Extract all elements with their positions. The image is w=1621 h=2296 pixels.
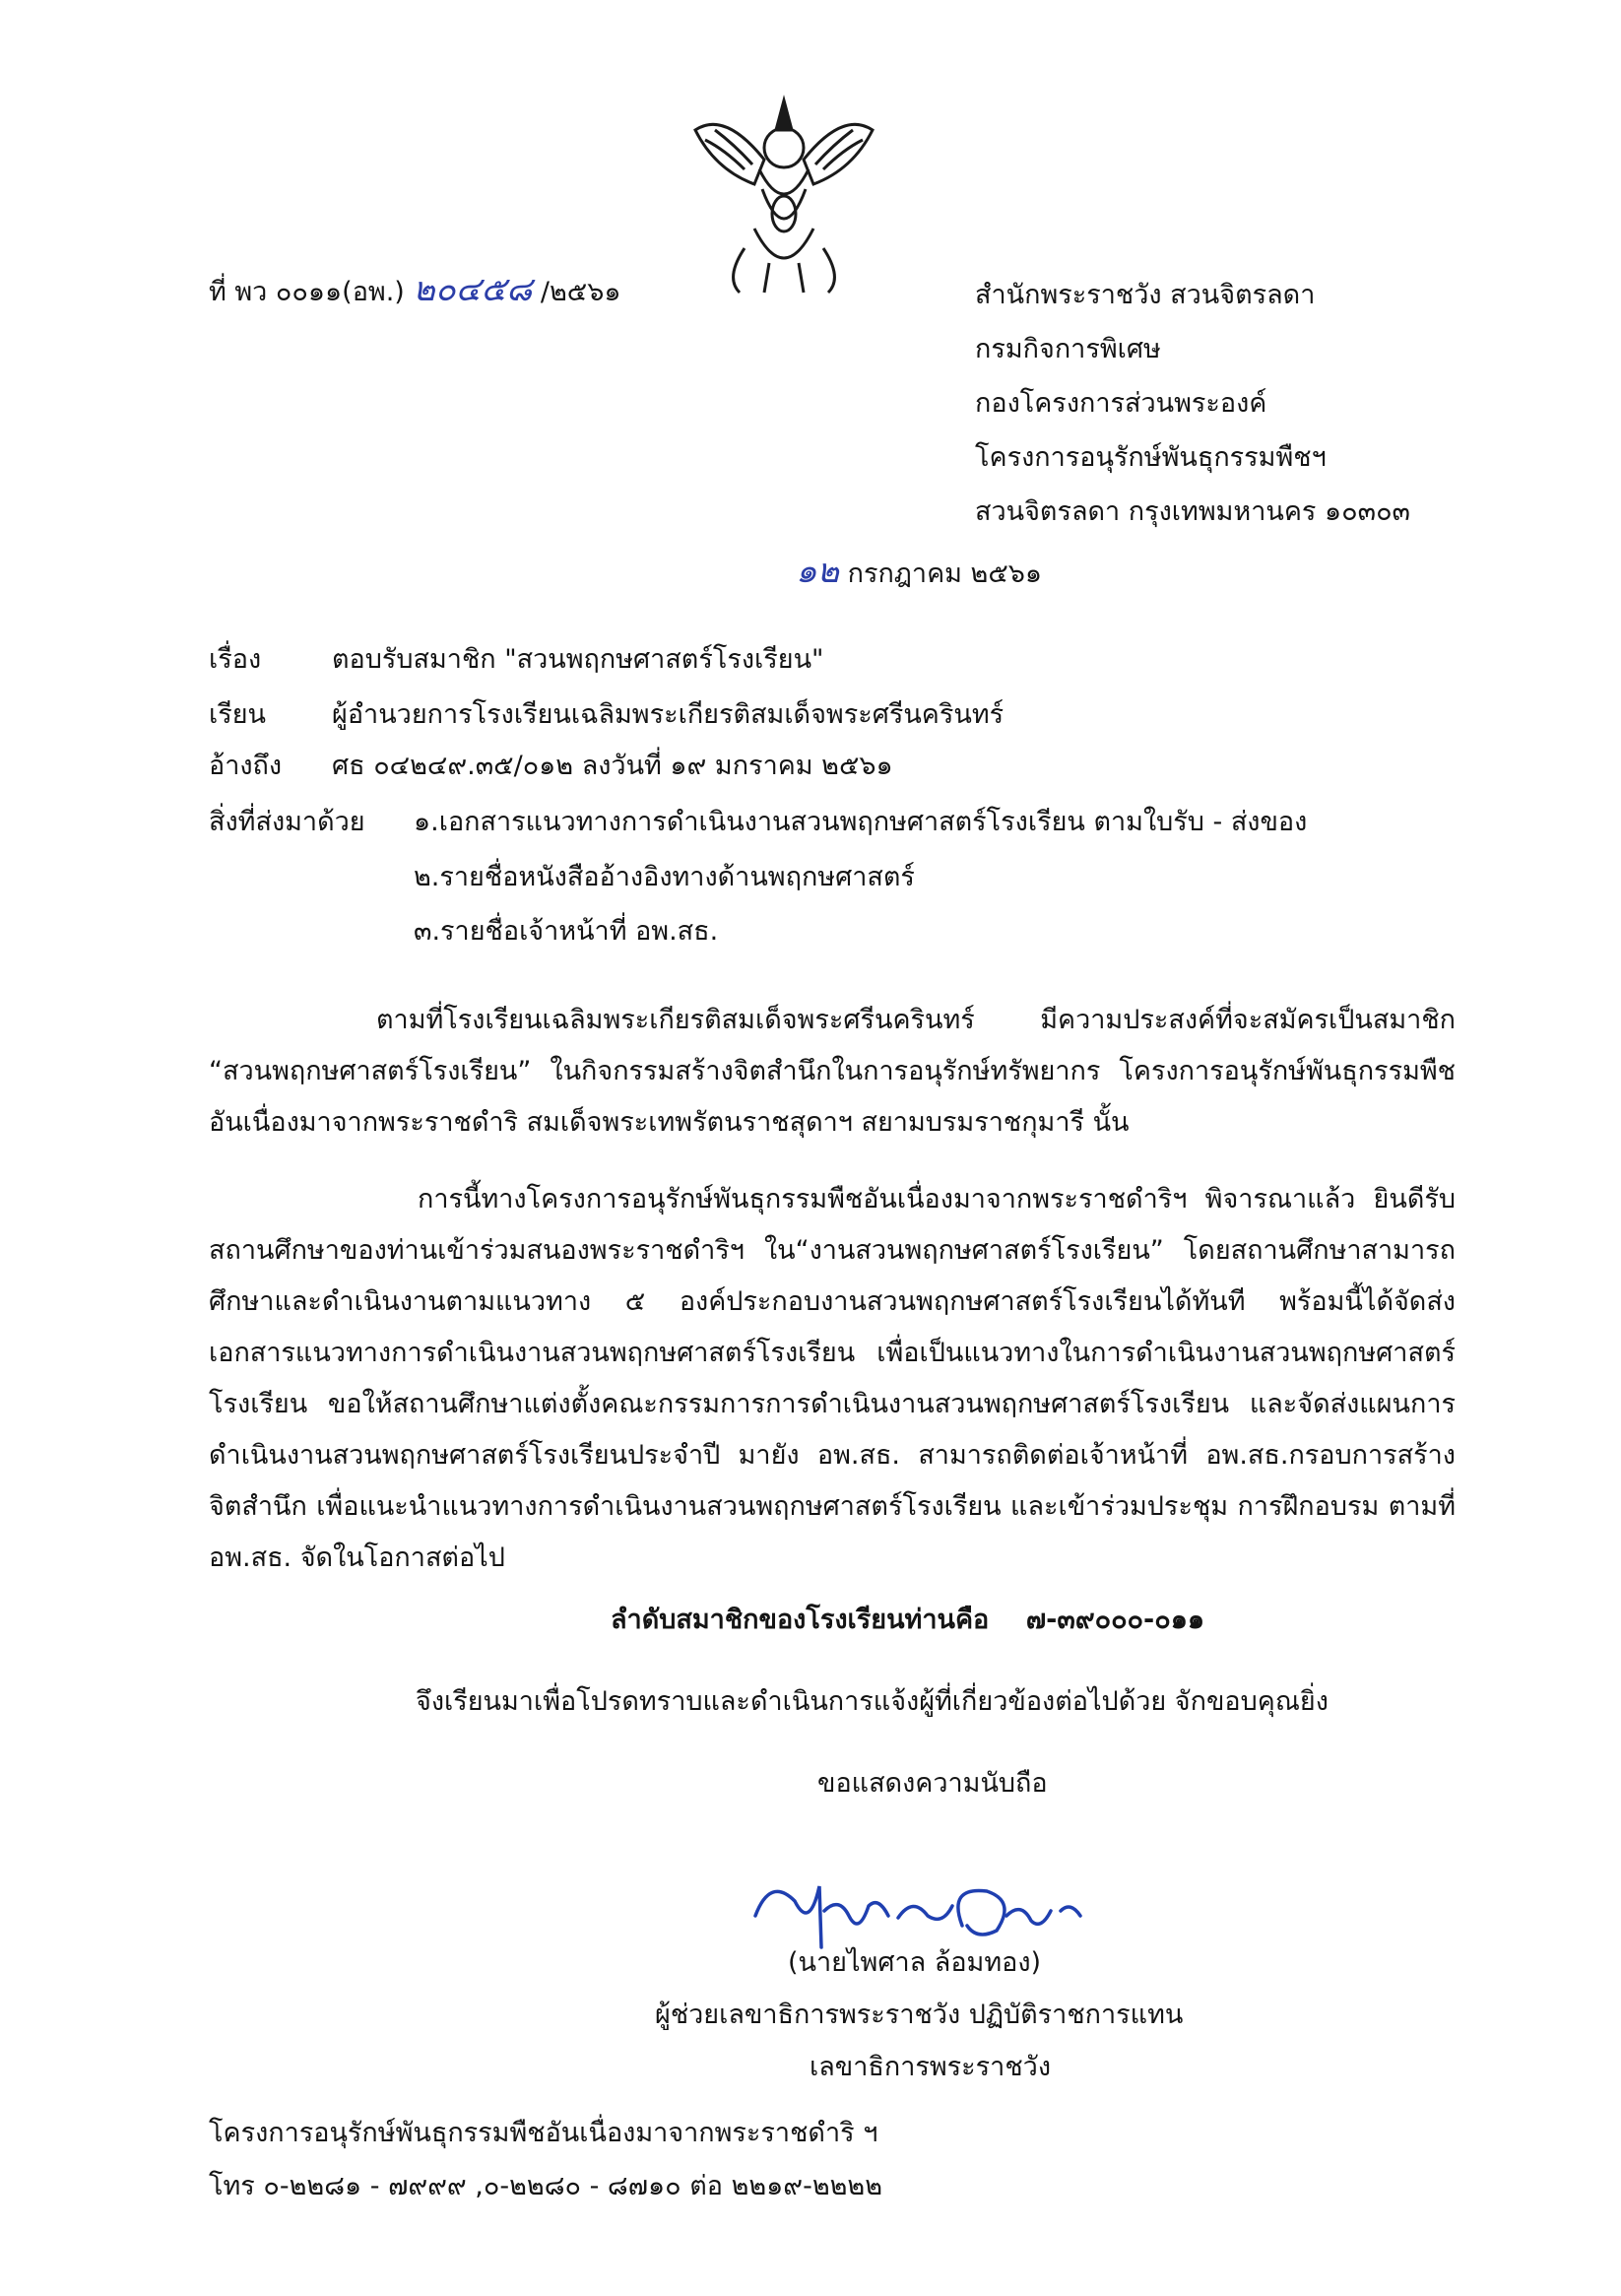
signatory-position: ผู้ช่วยเลขาธิการพระราชวัง ปฏิบัติราชการแทน bbox=[655, 2000, 1184, 2030]
footer-org: โครงการอนุรักษ์พันธุกรรมพืชอันเนื่องมาจากพระราชดำริ ฯ bbox=[209, 2118, 878, 2148]
reference-suffix: /๒๕๖๑ bbox=[540, 277, 621, 307]
date-text: กรกฎาคม ๒๕๖๑ bbox=[847, 558, 1043, 589]
body-paragraph: การนี้ทางโครงการอนุรักษ์พันธุกรรมพืชอันเนื่องมาจากพระราชดำริฯ พิจารณาแล้ว ยินดีรับสถานศึกษาของท่านเข้าร่วมสนองพระราชดำริฯ ใน“งานสวนพฤกษศาสตร์โรงเรียน” โดยสถานศึกษาสามารถศึกษาและดำเนินงานตามแนวทาง ๕ องค์ประกอบงานสวนพฤกษศาสตร์โรงเรียนได้ทันที พร้อมนี้ได้จัดส่งเอกสารแนวทางการดำเนินงานสวนพฤกษศาสตร์โรงเรียน เพื่อเป็นแนวทางในการดำเนินงานสวนพฤกษศาสตร์โรงเรียน ขอให้สถานศึกษาแต่งตั้งคณะกรรมการการดำเนินงานสวนพฤกษศาสตร์โรงเรียน และจัดส่งแผนการดำเนินงานสวนพฤกษศาสตร์โรงเรียนประจำปี มายัง อพ.สธ. สามารถติดต่อเจ้าหน้าที่ อพ.สธ.กรอบการสร้างจิตสำนึก เพื่อแนะนำแนวทางการดำเนินงานสวนพฤกษศาสตร์โรงเรียน และเข้าร่วมประชุม การฝึกอบรม ตามที่ อพ.สธ. จัดในโอกาสต่อไป bbox=[209, 1184, 1456, 1573]
sender-address bbox=[975, 268, 1410, 539]
enclosure-item: ๓.รายชื่อเจ้าหน้าที่ อพ.สธ. bbox=[414, 916, 719, 947]
reference-number-handwritten: ๒๐๔๕๘ bbox=[413, 270, 533, 309]
address-line: กองโครงการส่วนพระองค์ bbox=[975, 388, 1267, 419]
subject-label: เรื่อง bbox=[209, 644, 262, 675]
address-line: กรมกิจการพิเศษ bbox=[975, 334, 1161, 364]
document-reference bbox=[209, 268, 620, 313]
date-day-handwritten: ๑๒ bbox=[796, 552, 839, 591]
subject-value: ตอบรับสมาชิก "สวนพฤกษศาสตร์โรงเรียน" bbox=[332, 644, 824, 675]
reference-prefix: ที่ พว ๐๐๑๑(อพ.) bbox=[209, 277, 405, 307]
signatory-name: (นายไพศาล ล้อมทอง) bbox=[788, 1947, 1042, 1978]
regards: ขอแสดงความนับถือ bbox=[817, 1768, 1048, 1799]
to-value: ผู้อำนวยการโรงเรียนเฉลิมพระเกียรติสมเด็จพระศรีนครินทร์ bbox=[332, 699, 1005, 730]
enclosure-item: ๒.รายชื่อหนังสืออ้างอิงทางด้านพฤกษศาสตร์ bbox=[414, 862, 915, 892]
to-label: เรียน bbox=[209, 699, 267, 730]
address-line: สวนจิตรลดา กรุงเทพมหานคร ๑๐๓๐๓ bbox=[975, 496, 1411, 527]
document-date bbox=[796, 550, 1042, 595]
enclosures-label: สิ่งที่ส่งมาด้วย bbox=[209, 807, 365, 837]
address-line: สำนักพระราชวัง สวนจิตรลดา bbox=[975, 280, 1316, 310]
member-number-label: ลำดับสมาชิกของโรงเรียนท่านคือ bbox=[611, 1605, 990, 1635]
enclosure-item: ๑.เอกสารแนวทางการดำเนินงานสวนพฤกษศาสตร์โรงเรียน ตามใบรับ - ส่งของ bbox=[414, 807, 1308, 837]
member-number: ๗-๓๙๐๐๐-๐๑๑ bbox=[1025, 1605, 1205, 1635]
closing-sentence: จึงเรียนมาเพื่อโปรดทราบและดำเนินการแจ้งผู้ที่เกี่ยวข้องต่อไปด้วย จักขอบคุณยิ่ง bbox=[416, 1686, 1329, 1717]
address-line: โครงการอนุรักษ์พันธุกรรมพืชฯ bbox=[975, 442, 1327, 473]
member-number-line bbox=[611, 1603, 1204, 1638]
reference-value: ศธ ๐๔๒๔๙.๓๕/๐๑๒ ลงวันที่ ๑๙ มกราคม ๒๕๖๑ bbox=[332, 751, 893, 781]
signatory-position: เลขาธิการพระราชวัง bbox=[810, 2052, 1052, 2082]
body-paragraph: ตามที่โรงเรียนเฉลิมพระเกียรติสมเด็จพระศรีนครินทร์ มีความประสงค์ที่จะสมัครเป็นสมาชิก “สวนพฤกษศาสตร์โรงเรียน” ในกิจกรรมสร้างจิตสำนึกในการอนุรักษ์ทรัพยากร โครงการอนุรักษ์พันธุกรรมพืชอันเนื่องมาจากพระราชดำริ สมเด็จพระเทพรัตนราชสุดาฯ สยามบรมราชกุมารี นั้น bbox=[209, 1005, 1456, 1138]
reference-label: อ้างถึง bbox=[209, 751, 283, 781]
footer-phone: โทร ๐-๒๒๘๑ - ๗๙๙๙ ,๐-๒๒๘๐ - ๘๗๑๐ ต่อ ๒๒๑๙-๒๒๒๒ bbox=[209, 2171, 883, 2201]
garuda-emblem-icon bbox=[685, 91, 882, 299]
